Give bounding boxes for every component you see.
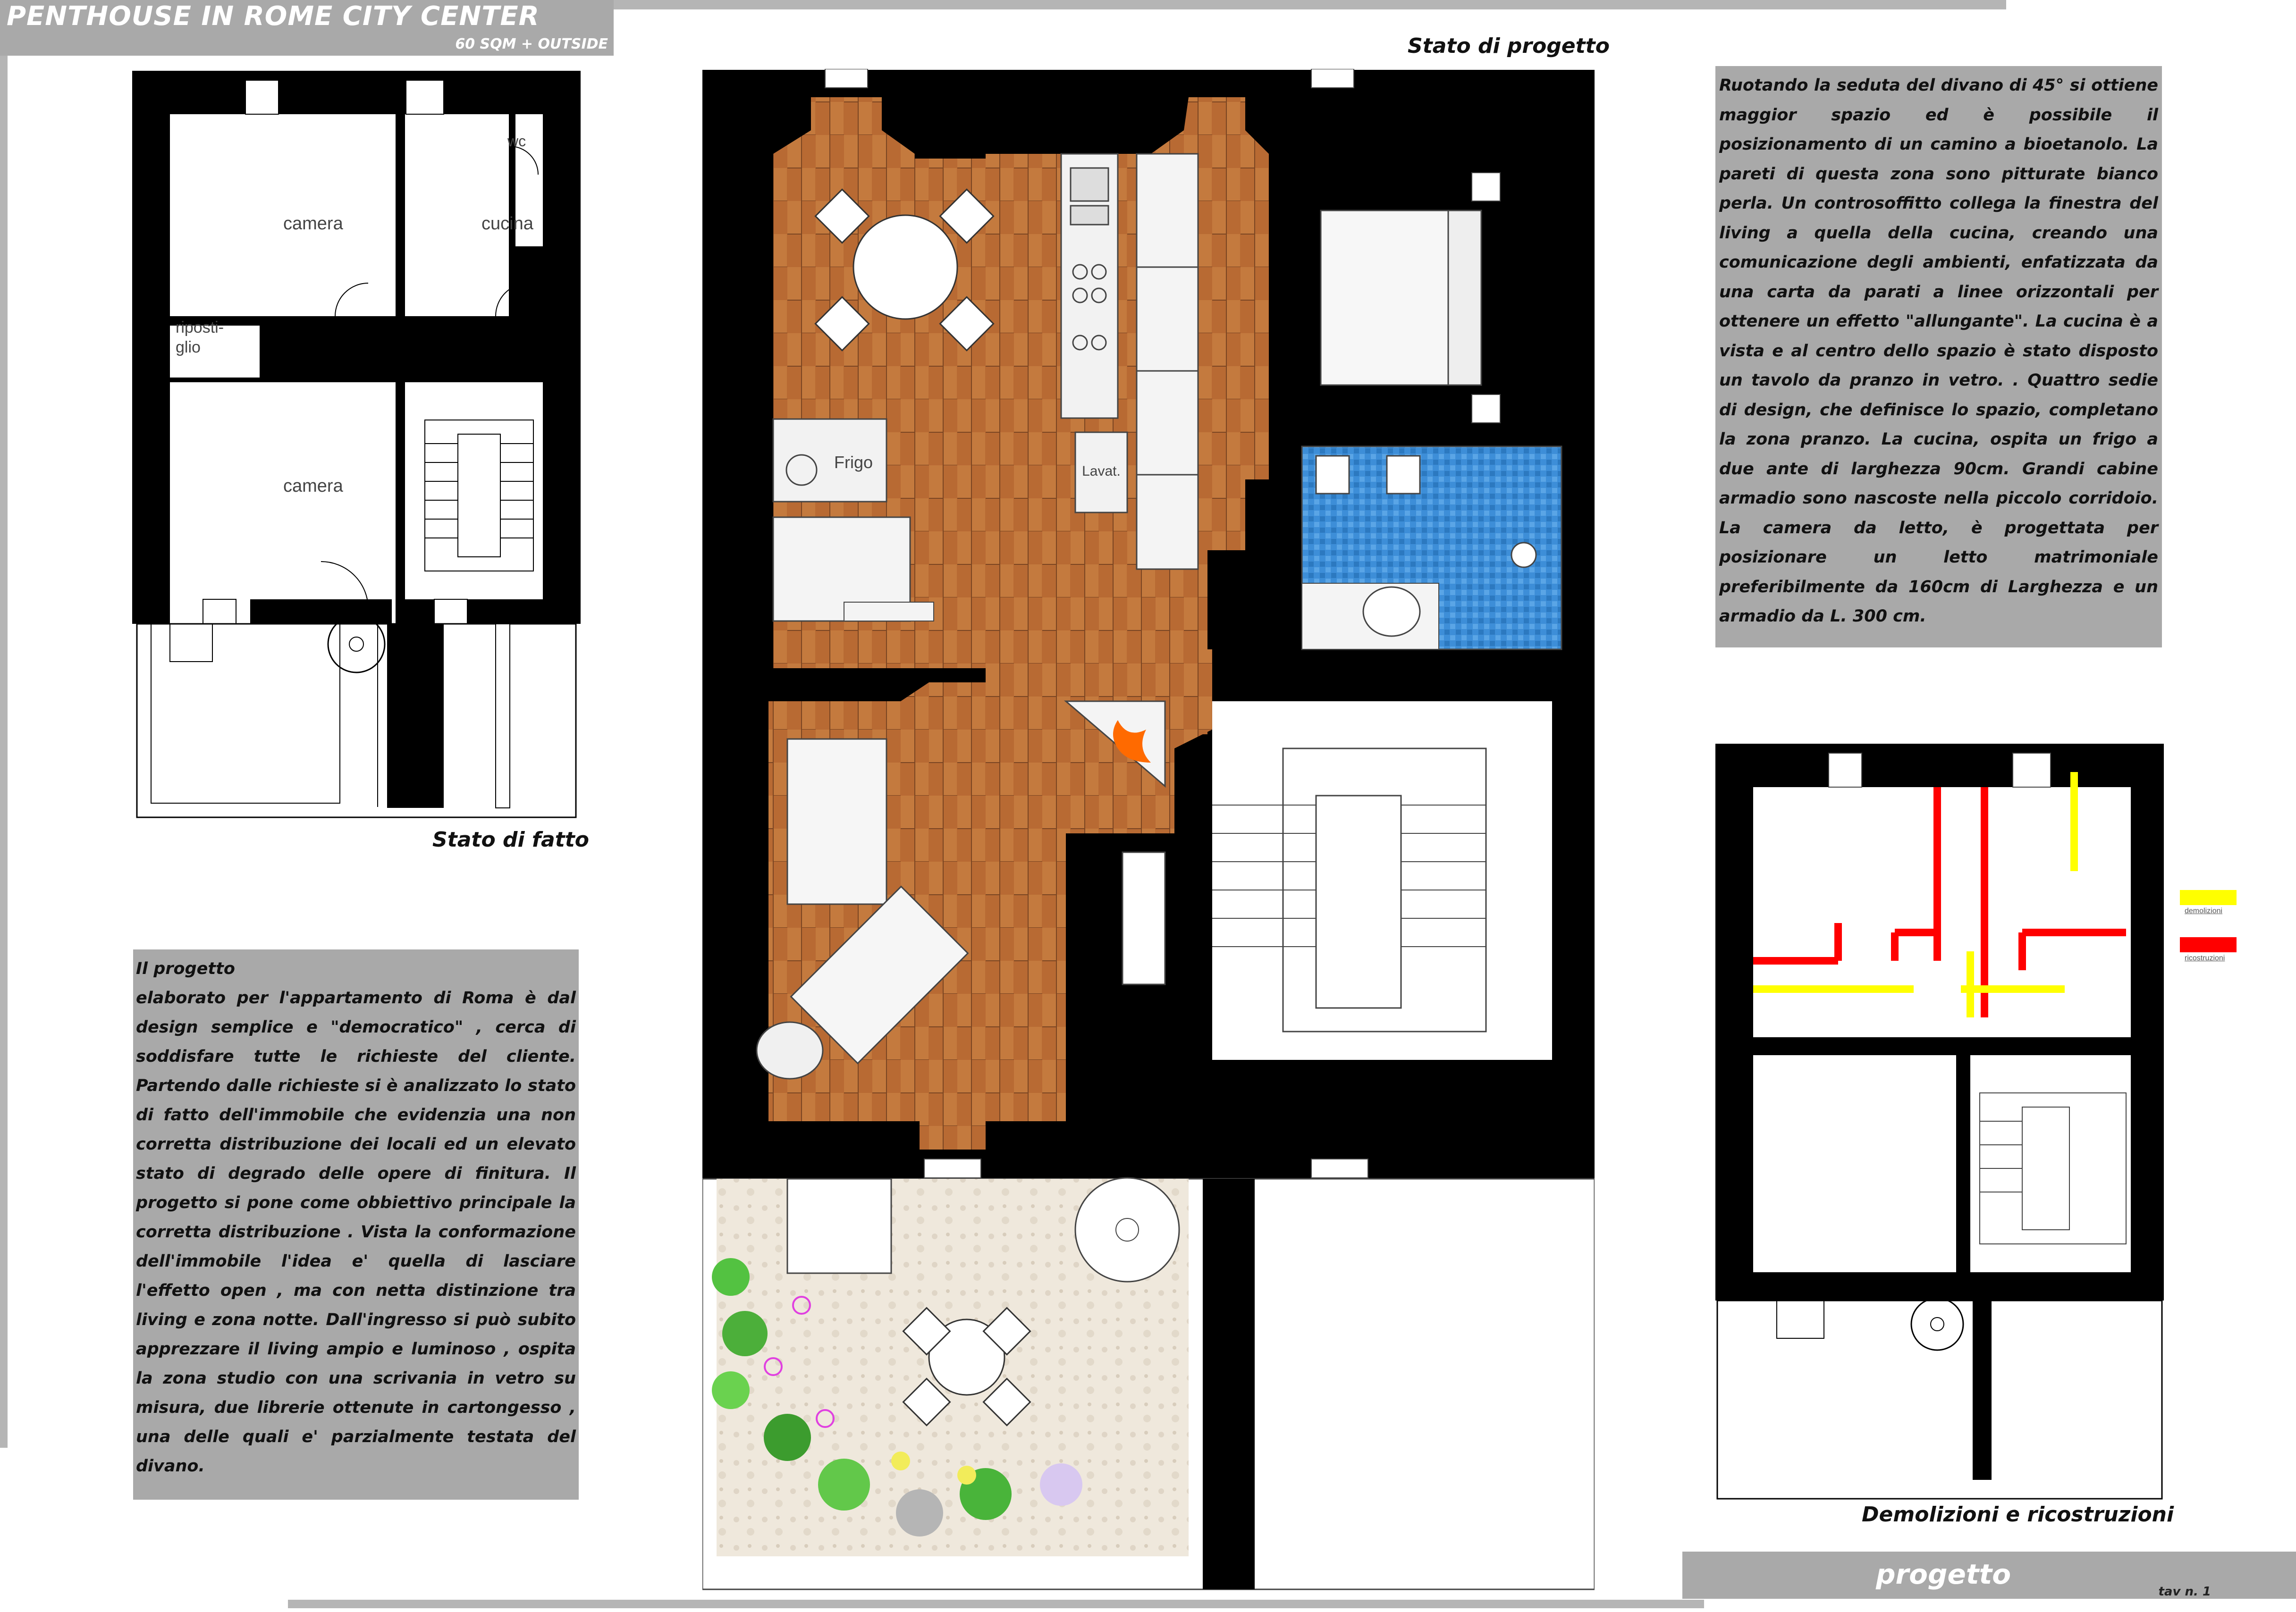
demolition-terrace <box>1717 1298 2162 1499</box>
kitchen-counter <box>1061 154 1118 418</box>
existing-terrace <box>137 616 576 817</box>
label-stato-di-fatto: Stato di fatto <box>432 828 590 852</box>
fridge <box>773 419 886 502</box>
panel-body-left: elaborato per l'appartamento di Roma è dal design semplice e "democratico" , cerca di soddisfare tutte le richieste del cliente. Partendo dalle richieste si è analizzato lo stato di fatto dell'immobile che evidenzia una non corretta distribuzione dei locali ed un elevato stato di degrado delle opere di finitura. Il progetto si pone come obbiettivo principale la corretta distribuzione . Vista la conformazione dell'immobile l'idea e' quella di lasciare l'effetto open , ma con netta distinzione tra living e zona notte. Dall'ingresso si può subito apprezzare il living ampio e luminoso , ospita la zona studio con una scrivania in vetro su misura, due librerie ottenute in cartongesso , una delle quali e' parzialmente testata del divano. <box>136 989 576 1476</box>
lavat-label: Lavat. <box>1082 463 1121 479</box>
legend-demolizioni-label: demolizioni <box>2185 907 2223 915</box>
project-plan <box>702 69 1595 1591</box>
label-stato-di-progetto: Stato di progetto <box>1408 34 1610 58</box>
project-stairs <box>1212 701 1552 1060</box>
footer-title: progetto <box>1876 1558 2011 1590</box>
legend-demolizioni-swatch <box>2180 890 2237 905</box>
washing-machine <box>1075 432 1127 512</box>
closet-left <box>773 517 934 621</box>
legend-ricostruzioni-label: ricostruzioni <box>2185 954 2225 962</box>
existing-plan-walls <box>132 71 581 648</box>
room-label-camera-2: camera <box>283 476 343 496</box>
panel-body-right: Ruotando la seduta del divano di 45° si ottiene maggior spazio ed è possibile il posizionamento di un camino a bioetanolo. La pareti di questa zona sono pitturate bianco perla. Un controsoffitto collega la finestra del living a quella della cucina, creando una comunicazione degli ambienti, enfatizzata da una carta da parati a linee orizzontali per ottenere un effetto "allungante". La cucina è a vista e al centro dello spazio è stato disposto un tavolo da pranzo in vetro. . Quattro sedie di design, che definisce lo spazio, completano la zona pranzo. La cucina, ospita un frigo a due ante di larghezza 90cm. Grandi cabine armadio sono nascoste nella piccolo corridoio. La camera da letto, è progettata per posizionare un letto matrimoniale preferibilmente da 160cm di Larghezza e un armadio da L. 300 cm. <box>1719 76 2158 626</box>
frame-bottom-line <box>288 1600 1704 1608</box>
frame-top-line <box>614 0 2006 9</box>
existing-plan <box>132 71 581 864</box>
footer-tav: tav n. 1 <box>2158 1585 2211 1599</box>
room-label-ripostiglio-1: riposti- <box>176 319 224 336</box>
legend-ricostruzioni-swatch <box>2180 937 2237 952</box>
fridge-label: Frigo <box>834 453 873 472</box>
label-demolizioni: Demolizioni e ricostruzioni <box>1862 1503 2174 1527</box>
frame-left-line <box>0 56 8 1448</box>
demolition-plan <box>1715 744 2164 1522</box>
room-label-ripostiglio-2: glio <box>176 338 201 356</box>
description-panel-left <box>133 949 579 1500</box>
room-label-wc: wc <box>507 133 526 150</box>
room-label-camera-1: camera <box>283 214 343 234</box>
title-bar <box>0 0 614 56</box>
footer-bar <box>1682 1552 2296 1599</box>
project-terrace <box>702 1178 1595 1589</box>
page-title: PENTHOUSE IN ROME CITY CENTER <box>7 1 540 32</box>
panel-heading: Il progetto <box>136 959 235 978</box>
description-panel-right <box>1715 66 2162 647</box>
bathroom <box>1302 446 1562 649</box>
glass-desk <box>1123 852 1165 984</box>
page-subtitle: 60 SQM + OUTSIDE <box>455 36 608 52</box>
wardrobe <box>1137 154 1198 569</box>
room-label-cucina: cucina <box>481 214 533 234</box>
